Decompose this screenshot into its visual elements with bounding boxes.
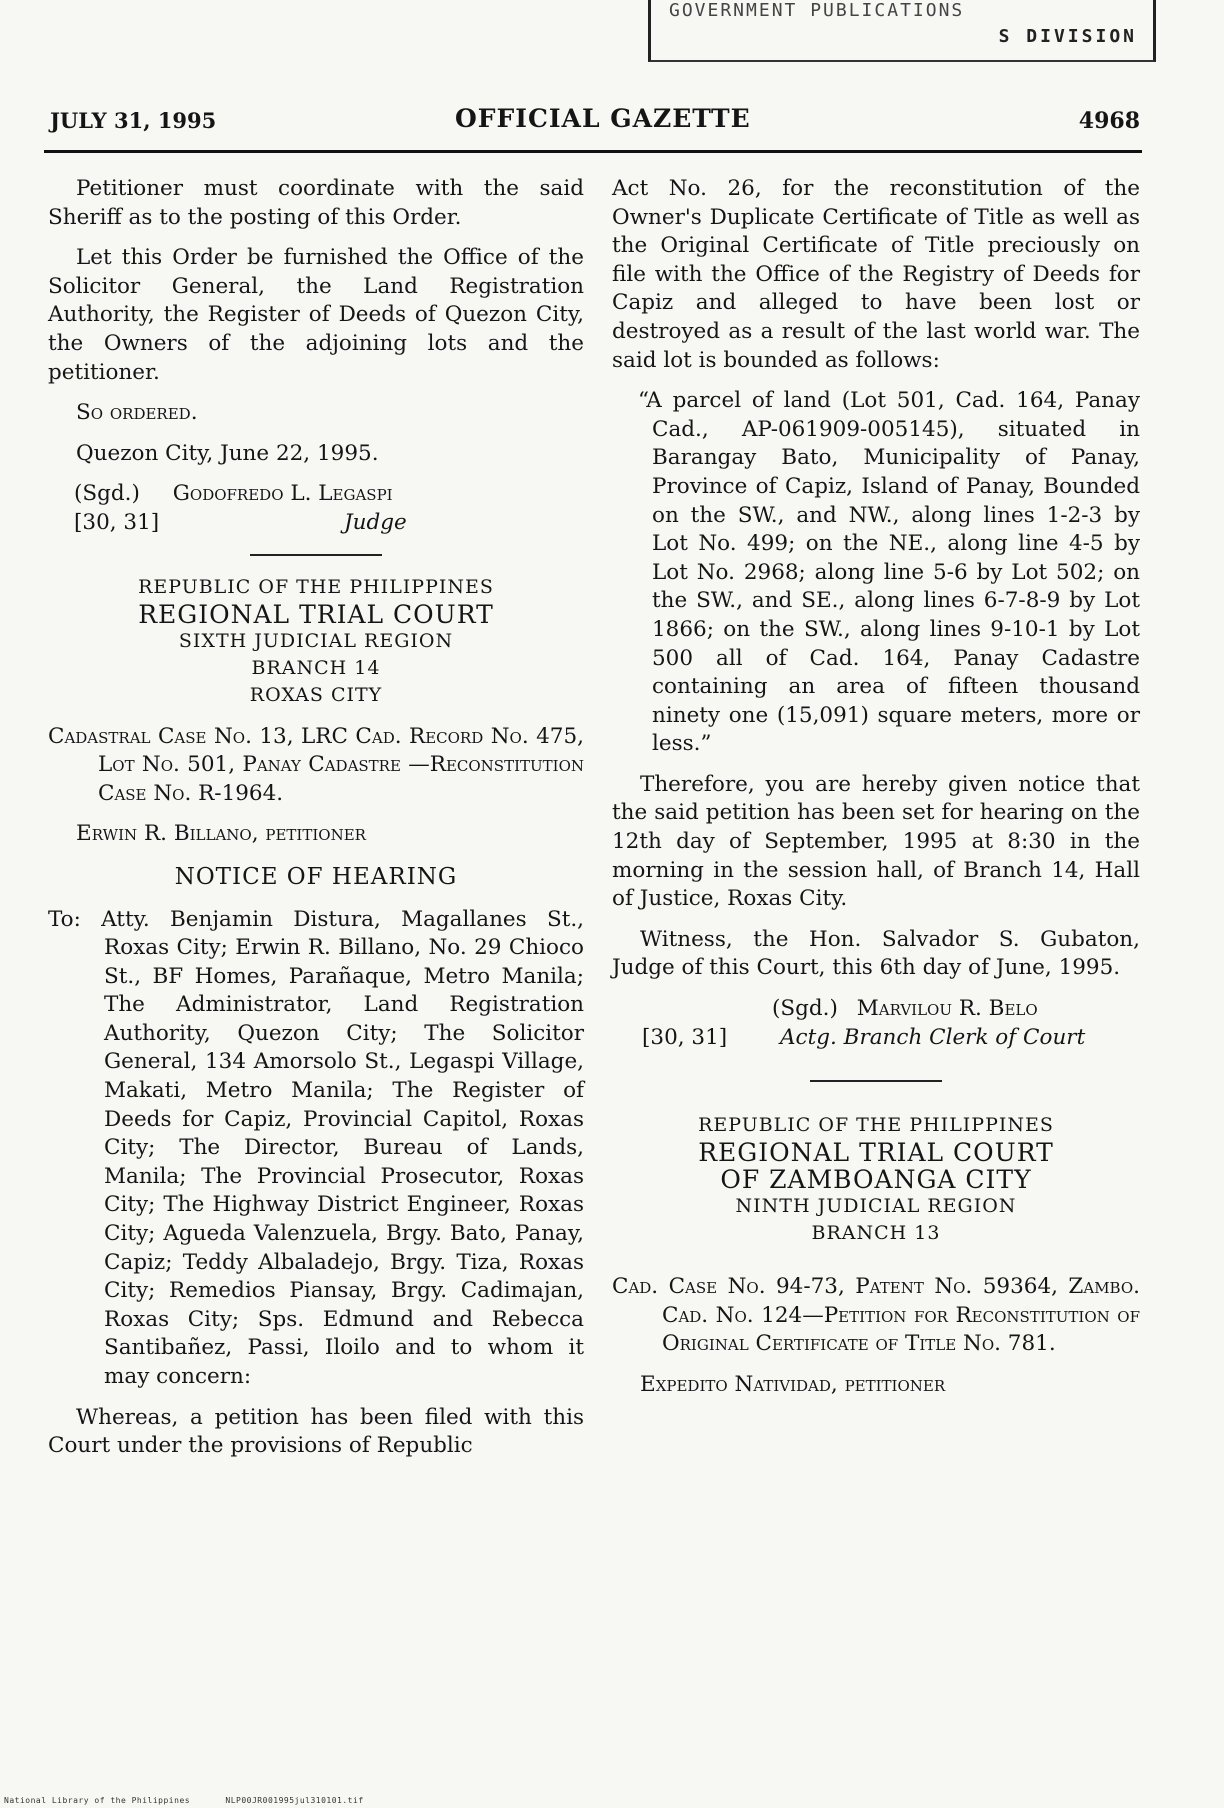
addressees [48, 906, 584, 1392]
therefore-paragraph: Therefore, you are hereby given notice that the said petition has been set for hearing on the 12th day of September, 1995 at 8:30 in the morning in the session hall, of Branch 14, Hall of Justice, Roxas City. [612, 771, 1140, 912]
header-rule [44, 150, 1142, 153]
court-name: REGIONAL TRIAL COURT [698, 1138, 1054, 1168]
issue-ref: [30, 31] [642, 1024, 728, 1050]
judge-title: Judge [344, 509, 407, 535]
separator [810, 1080, 942, 1082]
lot-description: “A parcel of land (Lot 501, Cad. 164, Panay Cad., AP-061909-005145), situated in Barangay Bato, Municipality of Panay, Province of Capiz, Island of Panay, Bounded on the SW., and NW., along lines 1-2-3 by Lot No. 499; on the NE., along line 4-5 by Lot No. 2968; along line 5-6 by Lot 502; on the SW., and SE., along lines 6-7-8-9 by Lot 1866; on the SW., along lines 9-10-1 by Lot 500 all of Cad. 164, Panay Cadastre containing an area of fifteen thousand ninety one (15,091) square meters, more or less.” [638, 388, 1140, 757]
division-stamp [648, 0, 1156, 62]
court-name: REGIONAL TRIAL COURT [138, 599, 494, 629]
header-title: OFFICIAL GAZETTE [455, 104, 751, 133]
library-name: National Library of the Philippines [4, 1796, 191, 1805]
republic-line: REPUBLIC OF THE PHILIPPINES [138, 575, 494, 598]
sgd-label: (Sgd.) [74, 481, 140, 507]
case-title: Cadastral Case No. 13, LRC Cad. Record No. 475, Lot No. 501, Panay Cadastre —Reconstitution Case No. R-1964. [48, 723, 584, 806]
file-name: NLP00JR001995jul310101.tif [225, 1796, 364, 1805]
signature-block [48, 480, 584, 537]
to-label: To: [48, 906, 81, 932]
judicial-region: NINTH JUDICIAL REGION [735, 1195, 1017, 1218]
stamp-line-1: GOVERNMENT PUBLICATIONS [669, 0, 965, 21]
whereas-paragraph: Whereas, a petition has been filed with this Court under the provisions of Republic [48, 1404, 584, 1459]
header-date: JULY 31, 1995 [50, 108, 217, 133]
witness-paragraph: Witness, the Hon. Salvador S. Gubaton, Judge of this Court, this 6th day of June, 1995. [612, 926, 1140, 981]
court-city: OF ZAMBOANGA CITY [720, 1165, 1032, 1195]
to-text: Atty. Benjamin Distura, Magallanes St., Roxas City; Erwin R. Billano, No. 29 Chioco St., BF Homes, Parañaque, Metro Manila; The Administrator, Land Registration Authority, Quezon City; The Solicitor General, 134 Amorsolo St., Legaspi Village, Makati, Metro Manila; The Register of Deeds for Capiz, Provincial Capitol, Roxas City; The Director, Bureau of Lands, Manila; The Provincial Prosecutor, Roxas City; The Highway District Engineer, Roxas City; Agueda Valenzuela, Brgy. Bato, Panay, Capiz; Teddy Albaladejo, Brgy. Tiza, Roxas City; Remedios Piansay, Brgy. Cadimajan, Roxas City; Sps. Edmund and Rebecca Santibañez, Passi, Iloilo and to whom it may concern: [101, 906, 585, 1389]
scan-footer [4, 1796, 394, 1805]
separator [250, 554, 382, 556]
paragraph-continued: Act No. 26, for the reconstitution of the Owner's Duplicate Certificate of Title as well as the Original Certificate of Title preciously on file with the Office of the Registry of Deeds for Capiz and alleged to have been lost or destroyed as a result of the last world war. The said lot is bounded as follows: [612, 176, 1140, 373]
page-header [50, 104, 1140, 144]
paragraph: Let this Order be furnished the Office of the Solicitor General, the Land Registration Authority, the Register of Deeds of Quezon City, the Owners of the adjoining lots and the petitioner. [48, 245, 584, 385]
republic-line: REPUBLIC OF THE PHILIPPINES [698, 1114, 1054, 1137]
branch: BRANCH 14 [251, 656, 381, 679]
clerk-signature-block [612, 995, 1140, 1052]
stamp-line-2: S DIVISION [998, 26, 1137, 47]
paragraph: Petitioner must coordinate with the said Sheriff as to the posting of this Order. [48, 176, 584, 230]
judicial-region: SIXTH JUDICIAL REGION [178, 629, 454, 652]
left-column [48, 175, 584, 1473]
notice-title: NOTICE OF HEARING [174, 863, 458, 890]
case-title-2: Cad. Case No. 94-73, Patent No. 59364, Zambo. Cad. No. 124—Petition for Reconstitution of Original Certificate of Title No. 781. [612, 1274, 1140, 1357]
place-date: Quezon City, June 22, 1995. [76, 440, 379, 466]
right-column [612, 175, 1140, 1412]
court-heading [48, 574, 584, 709]
judge-name: Godofredo L. Legaspi [172, 481, 393, 507]
branch: BRANCH 13 [811, 1222, 941, 1245]
clerk-title: Actg. Branch Clerk of Court [780, 1024, 1086, 1050]
petitioner-2: Expedito Natividad, petitioner [640, 1372, 946, 1397]
page-number: 4968 [1078, 108, 1140, 134]
clerk-name: Marvilou R. Belo [856, 996, 1038, 1022]
so-ordered: So ordered. [76, 400, 198, 426]
city: ROXAS CITY [249, 683, 383, 706]
petitioner: Erwin R. Billano, petitioner [76, 821, 366, 847]
sgd-label: (Sgd.) [772, 996, 838, 1022]
issue-ref: [30, 31] [74, 509, 160, 535]
court-heading-2 [612, 1112, 1140, 1247]
